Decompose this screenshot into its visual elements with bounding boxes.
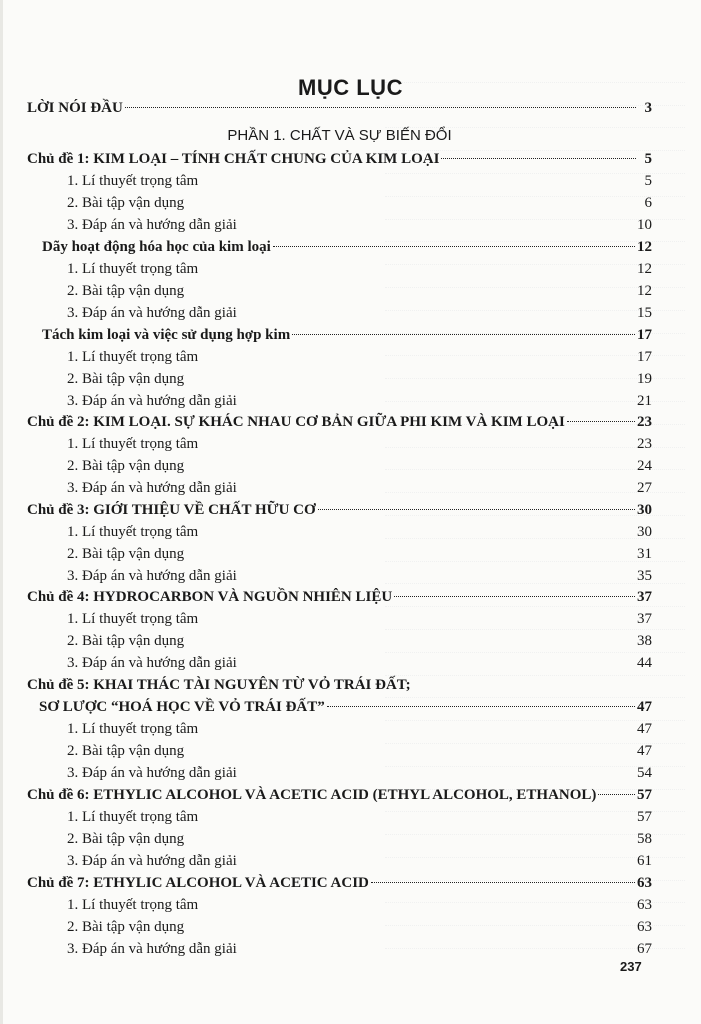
dot-leader: [567, 421, 635, 422]
toc-subentry[interactable]: 3. Đáp án và hướng dẫn giải 15: [67, 305, 652, 321]
toc-subentry[interactable]: 3. Đáp án và hướng dẫn giải 67: [67, 941, 652, 957]
toc-subentry[interactable]: 2. Bài tập vận dụng 31: [67, 546, 652, 562]
toc-entry-topic-2[interactable]: Chủ đề 2: KIM LOẠI. SỰ KHÁC NHAU CƠ BẢN GIỮA PHI KIM VÀ KIM LOẠI 23: [27, 414, 652, 430]
toc-subentry[interactable]: 1. Lí thuyết trọng tâm 63: [67, 897, 652, 913]
toc-subentry[interactable]: 3. Đáp án và hướng dẫn giải 35: [67, 568, 652, 584]
toc-subentry[interactable]: 2. Bài tập vận dụng 63: [67, 919, 652, 935]
toc-entry-topic-7[interactable]: Chủ đề 7: ETHYLIC ALCOHOL VÀ ACETIC ACID 63: [27, 875, 652, 891]
dot-leader: [273, 246, 635, 247]
toc-subentry[interactable]: 3. Đáp án và hướng dẫn giải 10: [67, 217, 652, 233]
toc-subentry[interactable]: 1. Lí thuyết trọng tâm 57: [67, 809, 652, 825]
toc-subentry[interactable]: 2. Bài tập vận dụng 58: [67, 831, 652, 847]
toc-subentry[interactable]: 3. Đáp án và hướng dẫn giải 44: [67, 655, 652, 671]
toc-subentry[interactable]: 2. Bài tập vận dụng 47: [67, 743, 652, 759]
toc-entry-topic-3[interactable]: Chủ đề 3: GIỚI THIỆU VỀ CHẤT HỮU CƠ 30: [27, 502, 652, 518]
toc-subentry[interactable]: 2. Bài tập vận dụng 12: [67, 283, 652, 299]
dot-leader: [394, 596, 635, 597]
toc-subentry[interactable]: 2. Bài tập vận dụng 19: [67, 371, 652, 387]
toc-subentry[interactable]: 3. Đáp án và hướng dẫn giải 27: [67, 480, 652, 496]
dot-leader: [371, 882, 635, 883]
toc-subentry[interactable]: 1. Lí thuyết trọng tâm 37: [67, 611, 652, 627]
part-heading: PHẦN 1. CHẤT VÀ SỰ BIẾN ĐỔI: [227, 127, 452, 144]
toc-subentry[interactable]: 3. Đáp án và hướng dẫn giải 61: [67, 853, 652, 869]
toc-subentry[interactable]: 2. Bài tập vận dụng 6: [67, 195, 652, 211]
toc-subentry[interactable]: 3. Đáp án và hướng dẫn giải 21: [67, 393, 652, 409]
toc-subentry[interactable]: 2. Bài tập vận dụng 24: [67, 458, 652, 474]
dot-leader: [327, 706, 635, 707]
toc-entry-topic-6[interactable]: Chủ đề 6: ETHYLIC ALCOHOL VÀ ACETIC ACID (ETHYL ALCOHOL, ETHANOL) 57: [27, 787, 652, 803]
toc-subentry[interactable]: 1. Lí thuyết trọng tâm 30: [67, 524, 652, 540]
page-edge-shadow: [0, 0, 3, 1024]
toc-subentry[interactable]: 1. Lí thuyết trọng tâm 17: [67, 349, 652, 365]
toc-subentry[interactable]: 2. Bài tập vận dụng 38: [67, 633, 652, 649]
toc-subentry[interactable]: 1. Lí thuyết trọng tâm 47: [67, 721, 652, 737]
toc-entry-alloy[interactable]: Tách kim loại và việc sử dụng hợp kim 17: [42, 327, 652, 343]
dot-leader: [292, 334, 635, 335]
toc-entry-topic-5-cont[interactable]: SƠ LƯỢC “HOÁ HỌC VỀ VỎ TRÁI ĐẤT” 47: [39, 699, 652, 715]
toc-entry-topic-4[interactable]: Chủ đề 4: HYDROCARBON VÀ NGUỒN NHIÊN LIỆU 37: [27, 589, 652, 605]
toc-entry-activity-series[interactable]: Dãy hoạt động hóa học của kim loại 12: [42, 239, 652, 255]
toc-entry-topic-5[interactable]: Chủ đề 5: KHAI THÁC TÀI NGUYÊN TỪ VỎ TRÁI ĐẤT;: [27, 677, 411, 693]
toc-subentry[interactable]: 1. Lí thuyết trọng tâm 23: [67, 436, 652, 452]
toc-subentry[interactable]: 1. Lí thuyết trọng tâm 5: [67, 173, 652, 189]
page-number: 237: [620, 959, 642, 974]
dot-leader: [598, 794, 635, 795]
toc-entry-topic-1[interactable]: Chủ đề 1: KIM LOẠI – TÍNH CHẤT CHUNG CỦA KIM LOẠI 5: [27, 151, 652, 167]
dot-leader: [441, 158, 636, 159]
dot-leader: [318, 509, 635, 510]
page-title: MỤC LỤC: [298, 75, 403, 100]
toc-subentry[interactable]: 3. Đáp án và hướng dẫn giải 54: [67, 765, 652, 781]
dot-leader: [125, 107, 636, 108]
toc-entry-preface[interactable]: LỜI NÓI ĐẦU 3: [27, 100, 652, 116]
toc-subentry[interactable]: 1. Lí thuyết trọng tâm 12: [67, 261, 652, 277]
